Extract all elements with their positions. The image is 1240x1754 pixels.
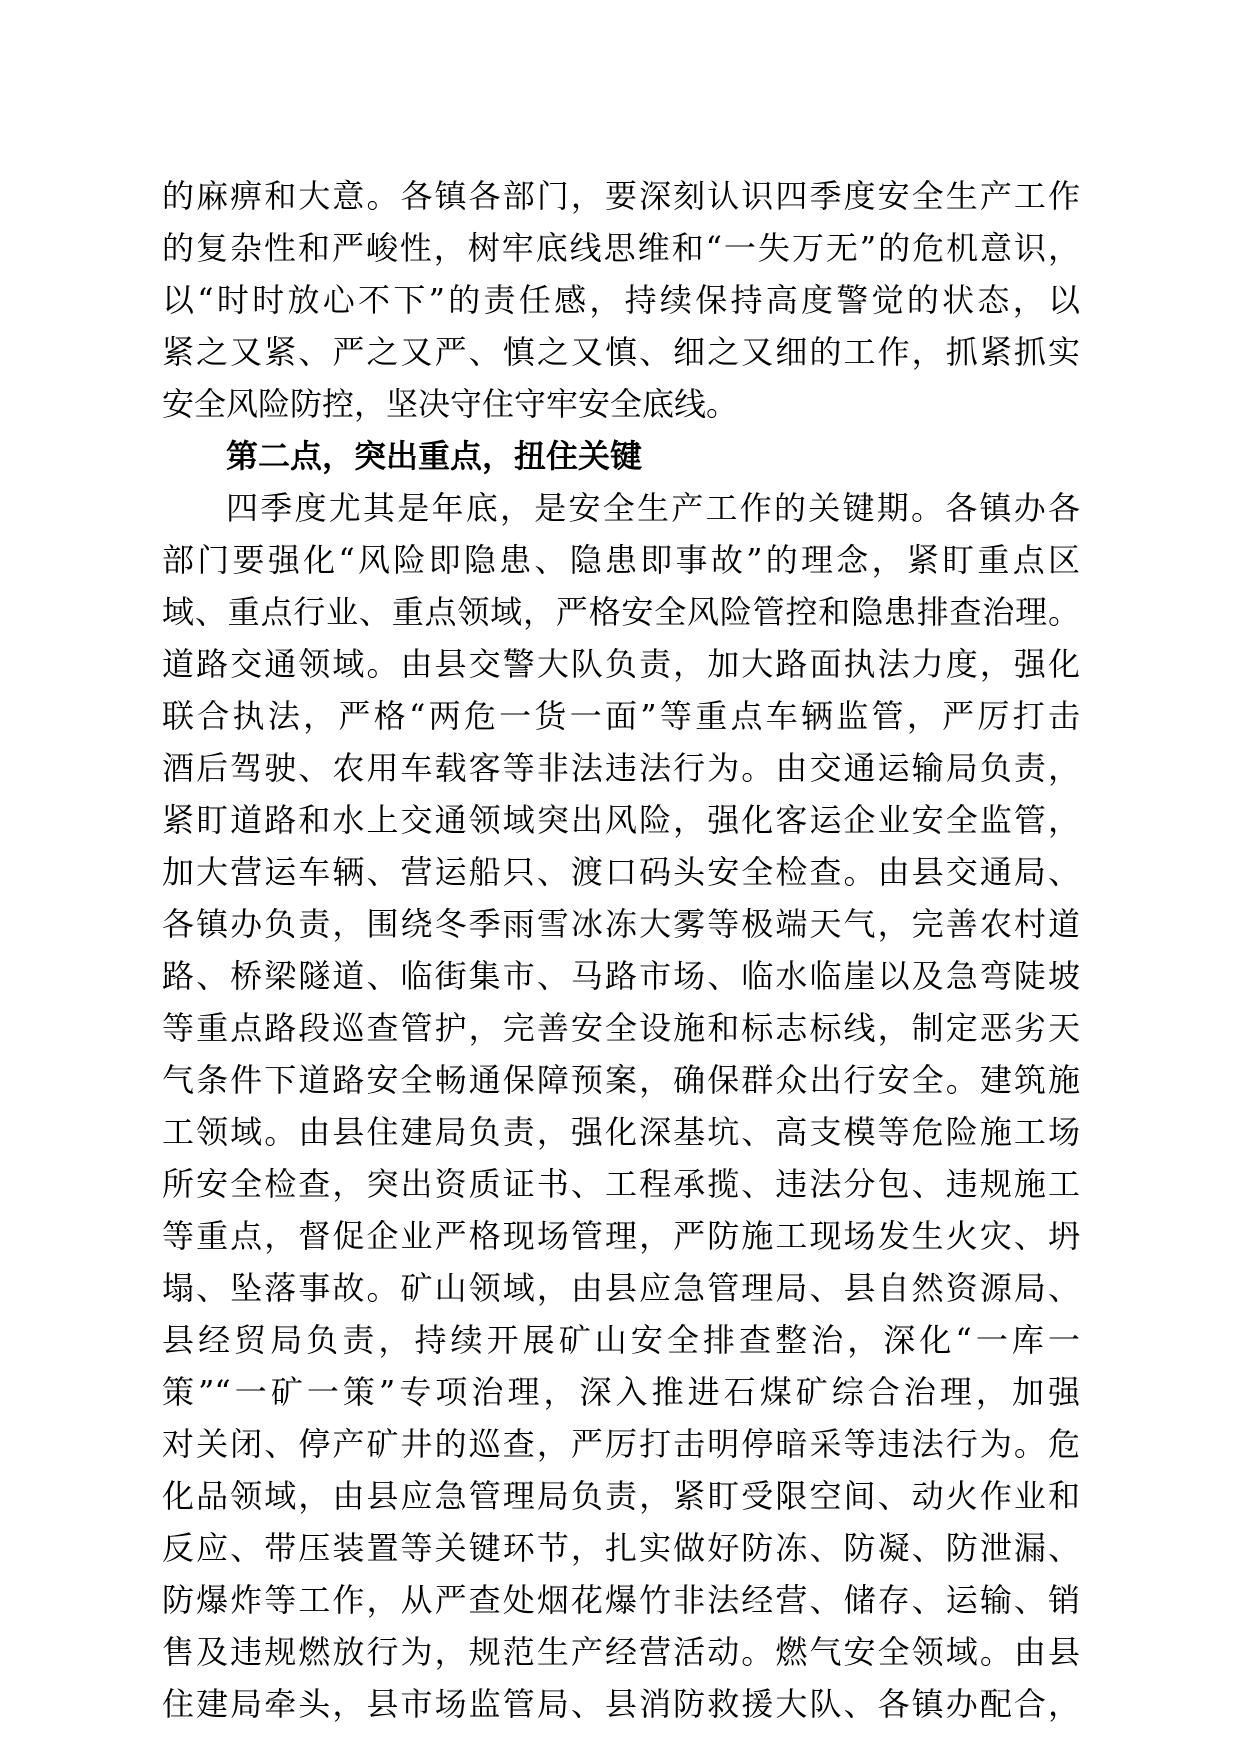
- text-line: 联合执法，严格“两危一货一面”等重点车辆监管，严厉打击: [162, 697, 1080, 735]
- text-line: 对关闭、停产矿井的巡查，严厉打击明停暗采等违法行为。危: [162, 1425, 1080, 1463]
- text-line: 酒后驾驶、农用车载客等非法违法行为。由交通运输局负责，: [162, 749, 1080, 787]
- document-body: [162, 170, 1080, 1730]
- text-line: 域、重点行业、重点领域，严格安全风险管控和隐患排查治理。: [162, 593, 1080, 631]
- text-line: 紧盯道路和水上交通领域突出风险，强化客运企业安全监管，: [162, 801, 1080, 839]
- text-line: 路、桥梁隧道、临街集市、马路市场、临水临崖以及急弯陡坡: [162, 957, 1080, 995]
- text-line: 策”“一矿一策”专项治理，深入推进石煤矿综合治理，加强: [162, 1373, 1080, 1411]
- text-line: 塌、坠落事故。矿山领域，由县应急管理局、县自然资源局、: [162, 1269, 1080, 1307]
- text-line: 部门要强化“风险即隐患、隐患即事故”的理念，紧盯重点区: [162, 541, 1080, 579]
- text-line: 道路交通领域。由县交警大队负责，加大路面执法力度，强化: [162, 645, 1080, 683]
- text-line: 所安全检查，突出资质证书、工程承揽、违法分包、违规施工: [162, 1165, 1080, 1203]
- text-line: 工领域。由县住建局负责，强化深基坑、高支模等危险施工场: [162, 1113, 1080, 1151]
- text-line: 紧之又紧、严之又严、慎之又慎、细之又细的工作，抓紧抓实: [162, 333, 1080, 371]
- text-line: 加大营运车辆、营运船只、渡口码头安全检查。由县交通局、: [162, 853, 1080, 891]
- text-line: 四季度尤其是年底，是安全生产工作的关键期。各镇办各: [226, 489, 1080, 527]
- text-line: 等重点路段巡查管护，完善安全设施和标志标线，制定恶劣天: [162, 1009, 1080, 1047]
- text-line: 安全风险防控，坚决守住守牢安全底线。: [162, 385, 739, 423]
- text-line: 住建局牵头，县市场监管局、县消防救援大队、各镇办配合，: [162, 1685, 1080, 1723]
- text-line: 各镇办负责，围绕冬季雨雪冰冻大雾等极端天气，完善农村道: [162, 905, 1080, 943]
- text-line: 防爆炸等工作，从严查处烟花爆竹非法经营、储存、运输、销: [162, 1581, 1080, 1619]
- text-line: 以“时时放心不下”的责任感，持续保持高度警觉的状态，以: [162, 281, 1080, 319]
- text-line: 等重点，督促企业严格现场管理，严防施工现场发生火灾、坍: [162, 1217, 1080, 1255]
- text-line: 气条件下道路安全畅通保障预案，确保群众出行安全。建筑施: [162, 1061, 1080, 1099]
- text-line: 县经贸局负责，持续开展矿山安全排查整治，深化“一库一: [162, 1321, 1080, 1359]
- text-line: 的复杂性和严峻性，树牢底线思维和“一失万无”的危机意识，: [162, 229, 1080, 267]
- text-line: 反应、带压装置等关键环节，扎实做好防冻、防凝、防泄漏、: [162, 1529, 1080, 1567]
- text-line: 售及违规燃放行为，规范生产经营活动。燃气安全领域。由县: [162, 1633, 1080, 1671]
- text-line: 化品领域，由县应急管理局负责，紧盯受限空间、动火作业和: [162, 1477, 1080, 1515]
- section-heading: 第二点，突出重点，扭住关键: [226, 437, 643, 475]
- text-line: 的麻痹和大意。各镇各部门，要深刻认识四季度安全生产工作: [162, 177, 1080, 215]
